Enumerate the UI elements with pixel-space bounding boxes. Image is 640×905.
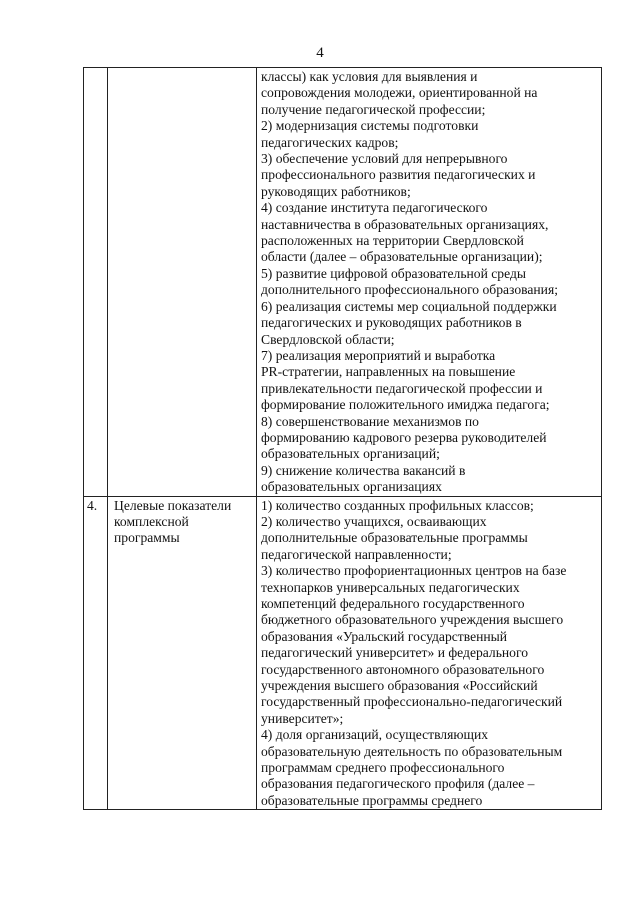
content-line: наставничества в образовательных организациях,	[261, 216, 549, 232]
row-label-line: комплексной	[114, 513, 189, 529]
content-line: привлекательности педагогической профессии и	[261, 380, 543, 396]
content-line: бюджетного образовательного учреждения высшего	[261, 612, 564, 628]
content-line: руководящих работников;	[261, 183, 411, 199]
content-line: 3) обеспечение условий для непрерывного	[261, 151, 508, 167]
content-line: образования «Уральский государственный	[261, 628, 508, 644]
content-line: учреждения высшего образования «Российский	[261, 678, 538, 694]
content-line: классы) как условия для выявления и	[261, 69, 478, 84]
content-line: образования педагогического профиля (далее –	[261, 776, 535, 792]
content-line: 3) количество профориентационных центров на базе	[261, 563, 567, 579]
content-line: образовательных организациях	[261, 479, 442, 495]
content-line: педагогической направленности;	[261, 546, 452, 562]
content-line: 7) реализация мероприятий и выработка	[261, 347, 496, 363]
table-body	[84, 68, 602, 810]
content-line: 2) количество учащихся, осваивающих	[261, 513, 487, 529]
page-number: 4	[316, 45, 324, 61]
row-label-line: программы	[114, 530, 180, 546]
content-line: профессионального развития педагогических и	[261, 167, 536, 183]
content-line: программам среднего профессионального	[261, 760, 505, 776]
content-line: PR-стратегии, направленных на повышение	[261, 364, 516, 380]
content-line: государственного автономного образовательного	[261, 661, 545, 677]
row-content-cell	[257, 496, 602, 810]
content-line: получение педагогической профессии;	[261, 101, 486, 117]
content-line: 5) развитие цифровой образовательной среды	[261, 265, 526, 281]
content-line: 1) количество созданных профильных классов;	[261, 497, 534, 513]
content-line: 2) модернизация системы подготовки	[261, 118, 479, 134]
program-table	[83, 67, 602, 810]
content-line: педагогический университет» и федерального	[261, 645, 529, 661]
content-line: образовательные программы среднего	[261, 792, 483, 808]
content-line: дополнительные образовательные программы	[261, 530, 528, 546]
content-line: дополнительного профессионального образования;	[261, 282, 558, 298]
row-number: 4.	[87, 497, 98, 513]
content-line: университет»;	[261, 710, 344, 726]
content-line: технопарков универсальных педагогических	[261, 579, 520, 595]
content-line: образовательную деятельность по образовательным	[261, 743, 563, 759]
row-label-cell	[108, 496, 257, 810]
content-line: формированию кадрового резерва руководителей	[261, 429, 547, 445]
table-row	[84, 496, 602, 810]
row-label-cell	[108, 68, 257, 497]
content-line: 6) реализация системы мер социальной поддержки	[261, 298, 557, 314]
content-line: Свердловской области;	[261, 331, 395, 347]
content-line: педагогических и руководящих работников в	[261, 315, 522, 331]
content-line: области (далее – образовательные организации);	[261, 249, 543, 265]
content-line: формирование положительного имиджа педагога;	[261, 397, 550, 413]
content-line: 4) создание института педагогического	[261, 200, 488, 216]
content-line: расположенных на территории Свердловской	[261, 233, 524, 249]
content-line: 4) доля организаций, осуществляющих	[261, 727, 489, 743]
row-number-cell	[84, 496, 108, 810]
content-line: образовательных организаций;	[261, 446, 440, 462]
row-content-cell	[257, 68, 602, 497]
table-row	[84, 68, 602, 497]
content-line: педагогических кадров;	[261, 134, 399, 150]
content-line: компетенций федерального государственного	[261, 596, 525, 611]
content-line: государственный профессионально-педагогический	[261, 694, 563, 710]
row-number-cell	[84, 68, 108, 497]
content-line: 8) совершенствование механизмов по	[261, 413, 479, 429]
row-label-line: Целевые показатели	[114, 497, 232, 513]
content-line: 9) снижение количества вакансий в	[261, 462, 466, 478]
content-line: сопровождения молодежи, ориентированной на	[261, 85, 538, 101]
